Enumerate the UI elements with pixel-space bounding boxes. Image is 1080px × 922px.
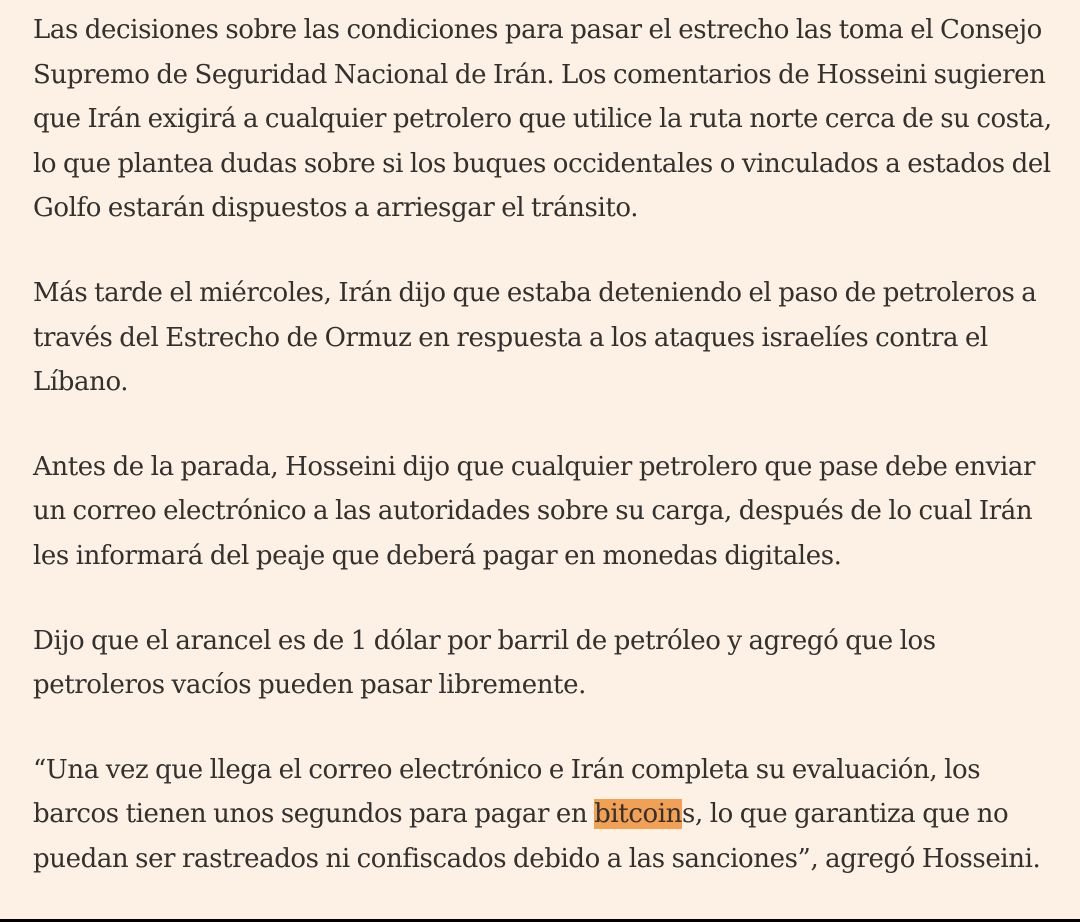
text-line: Más tarde el miércoles, Irán dijo que estaba deteniendo el paso de petroleros a bbox=[33, 277, 1037, 308]
paragraph bbox=[33, 8, 1063, 231]
paragraph bbox=[33, 445, 1063, 579]
text-line: Las decisiones sobre las condiciones para pasar el estrecho las toma el Consejo bbox=[33, 15, 1042, 45]
text-line: “Una vez que llega el correo electrónico e Irán completa su evaluación, los bbox=[33, 754, 981, 785]
text-line: Líbano. bbox=[33, 367, 129, 398]
text-line: Supremo de Seguridad Nacional de Irán. Los comentarios de Hosseini sugieren bbox=[33, 59, 1046, 90]
text-fragment: barcos tienen unos segundos para pagar en bbox=[33, 799, 595, 830]
text-line: lo que plantea dudas sobre si los buques occidentales o vinculados a estados del bbox=[33, 148, 1051, 179]
text-line-highlighted bbox=[33, 792, 1063, 837]
paragraph bbox=[33, 619, 1063, 708]
text-line: les informará del peaje que deberá pagar en monedas digitales. bbox=[33, 540, 842, 571]
text-line: que Irán exigirá a cualquier petrolero que utilice la ruta norte cerca de su costa, bbox=[33, 104, 1052, 135]
text-line: través del Estrecho de Ormuz en respuesta a los ataques israelíes contra el bbox=[33, 322, 988, 353]
text-fragment: s, lo que garantiza que no bbox=[682, 799, 1009, 830]
text-line: Antes de la parada, Hosseini dijo que cualquier petrolero que pase debe enviar bbox=[33, 451, 1035, 482]
text-line: Dijo que el arancel es de 1 dólar por barril de petróleo y agregó que los bbox=[33, 625, 936, 656]
text-line: un correo electrónico a las autoridades sobre su carga, después de lo cual Irán bbox=[33, 496, 1033, 527]
text-line: petroleros vacíos pueden pasar libremente. bbox=[33, 670, 586, 701]
text-line: puedan ser rastreados ni confiscados debido a las sanciones”, agregó Hosseini. bbox=[33, 843, 1041, 874]
selected-text-highlight[interactable]: bitcoin bbox=[594, 799, 683, 830]
text-line: Golfo estarán dispuestos a arriesgar el tránsito. bbox=[33, 193, 639, 224]
article-body bbox=[33, 8, 1063, 882]
paragraph-quote bbox=[33, 748, 1063, 882]
paragraph bbox=[33, 271, 1063, 405]
